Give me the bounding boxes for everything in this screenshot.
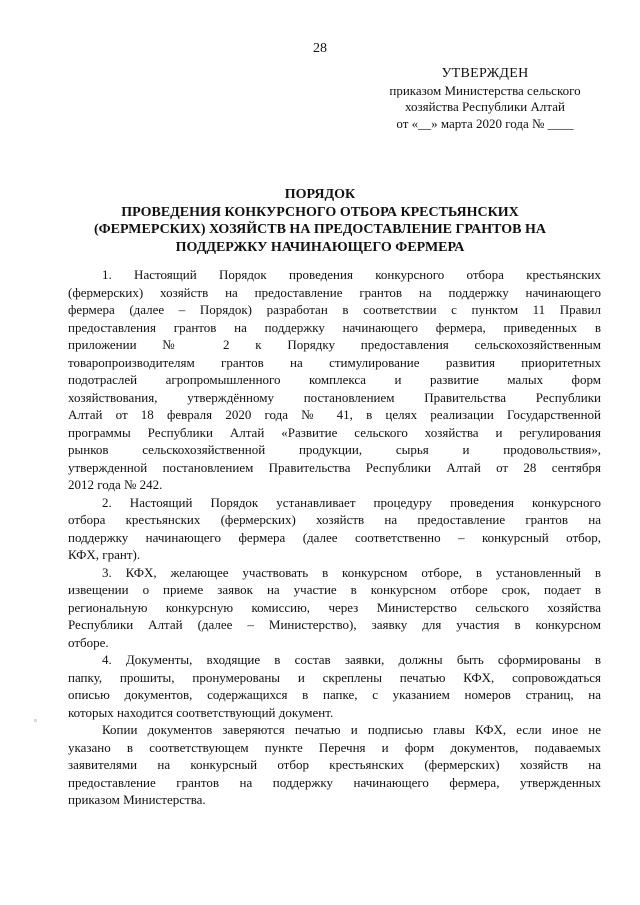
- paragraph-line: рынков сельскохозяйственной продукции, сырья и продовольствия»,: [68, 442, 601, 457]
- paragraph-line: Алтай от 18 февраля 2020 года № 41, в целях реализации Государственной: [68, 407, 601, 422]
- approval-line-3: от «__» марта 2020 года № ____: [396, 115, 574, 131]
- paragraph-line: (фермерских) хозяйств на предоставление грантов на поддержку начинающего: [68, 284, 601, 300]
- paragraph-5: [68, 721, 601, 809]
- paragraph-line: 2012 года № 242.: [68, 477, 163, 492]
- paragraph-line: приложении № 2 к Порядку предоставления сельскохозяйственным: [68, 337, 601, 352]
- paragraph-4: [68, 651, 601, 721]
- paragraph-line: региональную конкурсную комиссию, через Министерство сельского хозяйства: [68, 599, 601, 615]
- approval-line-2: хозяйства Республики Алтай: [405, 99, 565, 114]
- paragraph-1: [68, 266, 601, 494]
- paragraph-line: заявителями на конкурсный отбор крестьянских (фермерских) хозяйств на: [68, 757, 601, 772]
- paragraph-line: папку, прошиты, пронумерованы и скреплены печатью КФХ, сопровождаться: [68, 669, 601, 685]
- paragraph-line: которых находится соответствующий документ.: [68, 704, 334, 720]
- paragraph-line: подотраслей агропромышленного комплекса и развитие малых форм: [68, 372, 601, 387]
- paragraph-line: описью документов, содержащихся в папке, с указанием номеров страниц, на: [68, 687, 601, 702]
- paragraph-line: отборе.: [68, 634, 109, 650]
- document-title: [70, 186, 570, 256]
- paragraph-line: товаропроизводителям грантов на стимулирование развития приоритетных: [68, 354, 601, 370]
- approval-line-1: приказом Министерства сельского: [389, 82, 581, 98]
- title-line-4: ПОДДЕРЖКУ НАЧИНАЮЩЕГО ФЕРМЕРА: [175, 239, 465, 255]
- paragraph-line: 2. Настоящий Порядок устанавливает процедуру проведения конкурсного: [102, 494, 601, 510]
- scan-speck: [34, 719, 37, 722]
- title-line-2: ПРОВЕДЕНИЯ КОНКУРСНОГО ОТБОРА КРЕСТЬЯНСКИХ: [121, 204, 519, 220]
- paragraph-line: Республики Алтай (далее – Министерство), заявку для участия в конкурсном: [68, 617, 601, 632]
- paragraph-line: предоставление грантов на поддержку начинающего фермера, утвержденных: [68, 774, 601, 790]
- paragraph-line: утвержденной постановлением Правительства Республики Алтай от 28 сентября: [68, 459, 601, 475]
- paragraph-line: хозяйствования, утверждённому постановлением Правительства Республики: [68, 389, 601, 405]
- paragraph-line: извещении о приеме заявок на участие в конкурсном отборе срок, подает в: [68, 582, 601, 597]
- paragraph-3: [68, 564, 601, 652]
- page-number: 28: [313, 41, 327, 56]
- paragraph-line: приказом Министерства.: [68, 792, 206, 807]
- paragraph-line: программы Республики Алтай «Развитие сельского хозяйства и регулирования: [68, 424, 601, 440]
- paragraph-line: предоставления грантов на поддержку начинающего фермера, приведенных в: [68, 319, 601, 335]
- title-line-3: (ФЕРМЕРСКИХ) ХОЗЯЙСТВ НА ПРЕДОСТАВЛЕНИЕ ГРАНТОВ НА: [93, 222, 546, 237]
- document-body: [68, 266, 601, 809]
- approval-block: [360, 66, 610, 132]
- title-line-1: ПОРЯДОК: [284, 187, 356, 202]
- paragraph-2: [68, 494, 601, 564]
- paragraph-line: КФХ, грант).: [68, 547, 141, 562]
- paragraph-line: 4. Документы, входящие в состав заявки, должны быть сформированы в: [102, 652, 601, 667]
- paragraph-line: 1. Настоящий Порядок проведения конкурсного отбора крестьянских: [102, 267, 601, 282]
- paragraph-line: Копии документов заверяются печатью и подписью главы КФХ, если иное не: [102, 722, 601, 737]
- paragraph-line: поддержку начинающего фермера (далее соответственно – конкурсный отбор,: [68, 529, 601, 545]
- paragraph-line: фермера (далее – Порядок) разработан в соответствии с пунктом 11 Правил: [68, 302, 601, 317]
- paragraph-line: отбора крестьянских (фермерских) хозяйств на предоставление грантов на: [68, 512, 601, 527]
- paragraph-line: 3. КФХ, желающее участвовать в конкурсном отборе, в установленный в: [102, 564, 601, 580]
- paragraph-line: указано в соответствующем пункте Перечня и форм документов, подаваемых: [68, 739, 601, 755]
- approval-heading: УТВЕРЖДЕН: [441, 66, 529, 81]
